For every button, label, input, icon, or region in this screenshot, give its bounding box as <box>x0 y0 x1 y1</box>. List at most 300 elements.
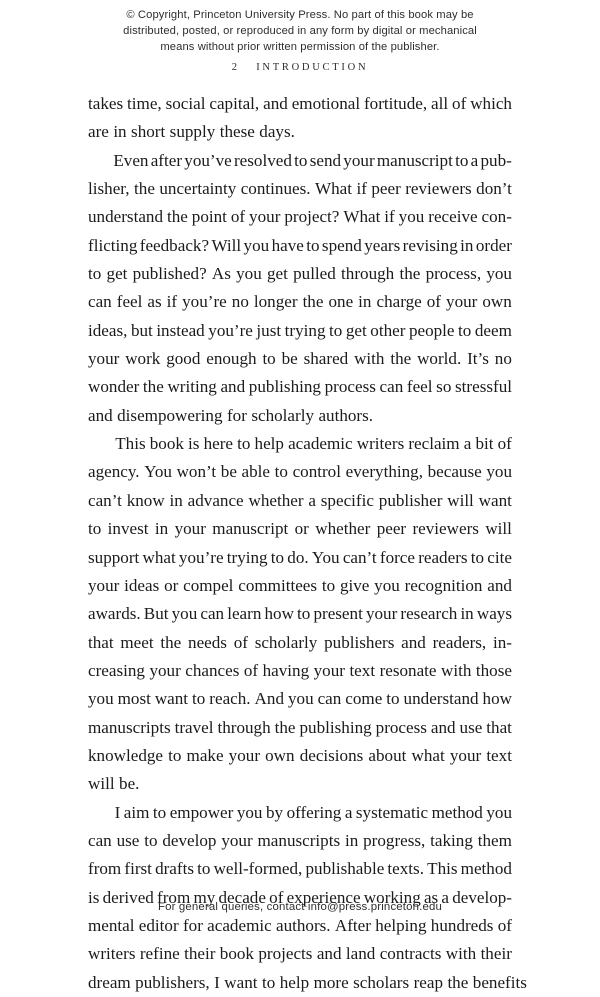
text-line <box>88 685 512 713</box>
word: As <box>211 264 231 284</box>
word: manuscript <box>376 150 453 170</box>
word: contracts <box>379 944 442 964</box>
word: needs <box>188 632 227 652</box>
text-line <box>88 203 512 231</box>
text-line <box>88 402 512 430</box>
word: manuscripts <box>257 830 341 850</box>
word: authors. <box>275 915 331 935</box>
word: takes <box>88 94 124 113</box>
word: be <box>281 349 298 369</box>
word: these <box>219 122 255 142</box>
word: having <box>262 660 310 680</box>
word: readers <box>418 547 468 567</box>
word: the <box>134 179 155 199</box>
word: able <box>241 462 271 482</box>
word: understand <box>88 207 164 227</box>
word: the <box>302 292 324 312</box>
word: supply <box>169 122 216 142</box>
word: readers, <box>432 632 487 652</box>
word: derived <box>102 887 154 907</box>
word: the <box>160 632 182 652</box>
word: And <box>254 689 284 709</box>
word: reclaim <box>408 434 460 454</box>
word: in <box>460 235 474 255</box>
word: scholars <box>353 972 410 992</box>
word: shared <box>303 349 349 369</box>
word: writing <box>167 377 217 397</box>
word: ideas, <box>88 320 128 340</box>
word: to <box>88 264 102 284</box>
word: of <box>233 632 248 652</box>
word: whether <box>248 490 304 510</box>
word: you’ve <box>184 150 232 170</box>
word: be. <box>119 774 140 794</box>
word: just <box>256 320 282 340</box>
text-line <box>88 827 512 855</box>
paragraph-indent <box>88 799 111 827</box>
word: agency. <box>88 462 140 482</box>
word: point <box>191 207 227 227</box>
word: control <box>292 462 341 482</box>
word: can <box>88 830 112 850</box>
word: learn <box>227 604 262 624</box>
word: with <box>445 944 477 964</box>
word: your <box>446 292 478 312</box>
word: you <box>171 604 198 624</box>
word: projects <box>258 944 313 964</box>
word: support <box>88 547 140 567</box>
word: knowledge <box>88 745 164 765</box>
word: as <box>147 292 162 312</box>
word: academic <box>288 434 353 454</box>
word: you’re <box>182 292 227 312</box>
body-text-block <box>88 90 527 997</box>
copyright-line-3: means without prior written permission of the publisher. <box>160 40 440 53</box>
word: feedback? <box>139 235 210 255</box>
word: scholarly <box>251 405 315 425</box>
word: good <box>166 349 201 369</box>
word: to <box>261 972 276 992</box>
text-line <box>88 544 512 572</box>
word: bit <box>475 434 494 454</box>
word: publishing <box>299 717 372 737</box>
word: their <box>184 944 216 964</box>
word: committees <box>238 575 318 595</box>
word: help <box>279 972 310 992</box>
word: in <box>169 490 183 510</box>
word: a <box>463 434 472 454</box>
word: people <box>408 320 455 340</box>
word: stressful <box>455 377 512 397</box>
word: travel <box>174 717 214 737</box>
word: resonate <box>379 660 437 680</box>
word: to <box>470 547 485 567</box>
word: is <box>188 434 200 454</box>
word: What <box>314 179 352 199</box>
word: awards. <box>88 604 141 624</box>
text-line <box>88 572 512 600</box>
word: publishing <box>248 377 321 397</box>
word: scholarly <box>254 632 318 652</box>
paragraph-indent <box>88 430 111 458</box>
word: do. <box>287 547 309 567</box>
word: systematic <box>355 802 429 822</box>
word: own <box>482 292 512 312</box>
word: can <box>200 604 225 624</box>
word: want <box>224 972 258 992</box>
word: taking <box>430 830 473 850</box>
word: everything, <box>345 462 423 482</box>
text-line <box>88 175 512 203</box>
word: in <box>344 830 359 850</box>
word: those <box>475 660 512 680</box>
word: reach. <box>209 689 251 709</box>
word: I <box>114 802 121 822</box>
word: offering <box>286 802 342 822</box>
word: a <box>470 150 479 170</box>
word: feel <box>116 292 143 312</box>
word: of <box>243 660 259 680</box>
word: your <box>343 150 375 170</box>
word: you’re <box>208 320 253 340</box>
word: and <box>88 405 113 425</box>
word: revising <box>402 235 458 255</box>
word: how <box>264 604 294 624</box>
word: Even <box>113 150 149 170</box>
word: your <box>228 745 261 765</box>
word: come <box>345 689 383 709</box>
word: to <box>237 434 251 454</box>
word: What <box>343 207 381 227</box>
word: But <box>143 604 169 624</box>
word: no <box>494 349 512 369</box>
paragraph <box>88 799 527 997</box>
word: experience <box>286 887 361 907</box>
word: This <box>115 434 146 454</box>
word: from <box>157 887 191 907</box>
word: progress, <box>363 830 426 850</box>
word: time, <box>127 94 162 113</box>
word: feel <box>406 377 433 397</box>
word: book <box>149 434 184 454</box>
word: you <box>236 264 262 284</box>
text-line <box>88 317 512 345</box>
word: the <box>274 717 296 737</box>
text-line <box>88 770 512 798</box>
text-line <box>88 458 512 486</box>
word: the <box>390 349 412 369</box>
word: all <box>431 94 449 113</box>
word: but <box>130 320 153 340</box>
text-line <box>88 118 512 146</box>
word: of <box>497 434 512 454</box>
word: fortitude, <box>363 94 428 113</box>
word: or <box>164 575 179 595</box>
word: own <box>265 745 295 765</box>
word: no <box>231 292 249 312</box>
word: send <box>309 150 342 170</box>
word: first <box>124 859 152 879</box>
word: through <box>341 264 395 284</box>
word: to <box>168 745 182 765</box>
word: uncertainty <box>159 179 237 199</box>
word: text <box>486 745 512 765</box>
word: in <box>358 292 372 312</box>
text-line <box>88 430 512 458</box>
word: be <box>220 462 237 482</box>
word: reviewers <box>412 519 479 539</box>
word: you <box>374 575 400 595</box>
word: to <box>88 519 102 539</box>
word: and <box>263 94 288 113</box>
text-line <box>88 260 512 288</box>
word: are <box>88 122 109 142</box>
word: for <box>182 915 203 935</box>
word: method <box>431 802 483 822</box>
word: you <box>243 235 270 255</box>
word: authors. <box>318 405 374 425</box>
word: through <box>217 717 271 737</box>
word: can <box>88 292 112 312</box>
word: other <box>370 320 406 340</box>
word: disempowering <box>117 405 223 425</box>
word: You <box>144 462 172 482</box>
word: publisher <box>378 490 443 510</box>
word: texts. <box>387 859 424 879</box>
word: reviewers <box>405 179 472 199</box>
text-line <box>88 969 527 997</box>
word: helping <box>375 915 427 935</box>
word: aim <box>123 802 150 822</box>
word: what <box>411 745 445 765</box>
word: by <box>265 802 284 822</box>
word: know <box>126 490 165 510</box>
word: make <box>186 745 224 765</box>
word: land <box>345 944 376 964</box>
word: you <box>287 689 314 709</box>
word: you <box>88 689 114 709</box>
word: After <box>334 915 371 935</box>
word: because <box>427 462 482 482</box>
text-line <box>88 515 512 543</box>
word: advance <box>187 490 244 510</box>
word: invest <box>107 519 149 539</box>
word: is <box>88 887 100 907</box>
word: will <box>88 774 115 794</box>
word: here <box>203 434 233 454</box>
word: process <box>324 377 376 397</box>
word: benefits <box>472 972 527 992</box>
word: flicting <box>88 235 138 255</box>
word: won’t <box>176 462 217 482</box>
word: process <box>375 717 427 737</box>
word: decade <box>218 887 266 907</box>
word: a <box>308 490 316 510</box>
copyright-line-2: distributed, posted, or reproduced in any form by digital or mechanical <box>123 24 477 37</box>
word: if <box>384 207 395 227</box>
word: meet <box>120 632 154 652</box>
word: decisions <box>299 745 364 765</box>
word: you’re <box>178 547 224 567</box>
word: your <box>449 745 482 765</box>
word: text <box>349 660 376 680</box>
word: peer <box>371 179 401 199</box>
word: your <box>249 207 281 227</box>
word: world. <box>417 349 462 369</box>
word: their <box>480 944 512 964</box>
word: about <box>368 745 407 765</box>
word: trying <box>284 320 326 340</box>
word: emotional <box>291 94 361 113</box>
text-line <box>88 147 512 175</box>
word: publishers <box>324 632 395 652</box>
word: if <box>166 292 178 312</box>
word: peer <box>376 519 407 539</box>
word: force <box>379 547 415 567</box>
text-line <box>88 799 512 827</box>
word: you <box>398 207 425 227</box>
word: trying <box>226 547 268 567</box>
text-line <box>88 912 512 940</box>
word: and <box>220 377 246 397</box>
word: spend <box>321 235 362 255</box>
word: cite <box>487 547 512 567</box>
word: can <box>317 689 342 709</box>
word: you <box>486 802 512 822</box>
word: to <box>329 320 343 340</box>
word: help <box>254 434 284 454</box>
word: enough <box>206 349 257 369</box>
word: creasing <box>88 660 145 680</box>
word: ways <box>476 604 512 624</box>
word: more <box>313 972 349 992</box>
word: You <box>311 547 340 567</box>
word: longer <box>253 292 298 312</box>
word: give <box>339 575 370 595</box>
text-line <box>88 742 512 770</box>
word: and <box>430 717 456 737</box>
word: writers <box>88 944 136 964</box>
word: get <box>106 264 128 284</box>
word: of <box>230 207 246 227</box>
word: instead <box>156 320 205 340</box>
word: if <box>356 179 367 199</box>
word: pub- <box>480 150 512 170</box>
word: work <box>125 349 161 369</box>
word: your <box>88 349 120 369</box>
word: of <box>269 887 284 907</box>
word: writers <box>356 434 405 454</box>
word: dream <box>88 972 131 992</box>
word: with <box>354 349 385 369</box>
word: in- <box>492 632 512 652</box>
word: and <box>487 575 512 595</box>
word: can’t <box>342 547 377 567</box>
word: a <box>344 802 353 822</box>
word: well-formed, <box>213 859 303 879</box>
word: with <box>441 660 472 680</box>
word: the <box>447 972 469 992</box>
word: don’t <box>476 179 512 199</box>
word: of <box>452 94 467 113</box>
word: will <box>485 519 512 539</box>
copyright-line-1: © Copyright, Princeton University Press. No part of this book may be <box>126 9 474 21</box>
word: drafts <box>155 859 194 879</box>
word: the <box>166 207 188 227</box>
word: years <box>364 235 401 255</box>
word: have <box>271 235 304 255</box>
word: understand <box>403 689 479 709</box>
word: to <box>192 689 206 709</box>
word: that <box>486 717 512 737</box>
word: to <box>262 349 276 369</box>
paragraph <box>88 147 512 430</box>
text-line <box>88 90 512 118</box>
word: lisher, <box>88 179 130 199</box>
word: manuscript <box>212 519 289 539</box>
word: so <box>436 377 452 397</box>
page-number: 2 <box>231 62 239 73</box>
word: Will <box>211 235 242 255</box>
word: get <box>345 320 367 340</box>
word: in <box>154 519 169 539</box>
word: from <box>88 859 122 879</box>
word: most <box>117 689 151 709</box>
word: to <box>297 604 311 624</box>
word: can <box>379 377 404 397</box>
word: editor <box>138 915 179 935</box>
word: con- <box>481 207 512 227</box>
word: chances <box>185 660 240 680</box>
word: to <box>458 320 472 340</box>
word: published? <box>132 264 207 284</box>
word: in <box>113 122 127 142</box>
word: your <box>88 575 120 595</box>
word: to <box>386 689 400 709</box>
word: short <box>131 122 166 142</box>
word: mental <box>88 915 135 935</box>
word: will <box>447 490 474 510</box>
word: to <box>197 859 211 879</box>
word: use <box>459 717 483 737</box>
word: specific <box>320 490 374 510</box>
word: your <box>365 604 398 624</box>
word: use <box>116 830 140 850</box>
word: capital, <box>209 94 260 113</box>
word: after <box>150 150 183 170</box>
word: in <box>460 604 474 624</box>
word: to <box>294 150 308 170</box>
word: of <box>497 915 512 935</box>
paragraph-indent <box>88 147 111 175</box>
word: receive <box>428 207 478 227</box>
text-line <box>88 940 512 968</box>
text-line <box>88 600 512 628</box>
word: continues. <box>240 179 311 199</box>
word: academic <box>207 915 272 935</box>
word: to <box>455 150 469 170</box>
text-line <box>88 855 512 883</box>
word: develop- <box>452 887 512 907</box>
word: publishers, <box>135 972 210 992</box>
word: manuscripts <box>88 717 171 737</box>
word: empower <box>169 802 234 822</box>
word: and <box>401 632 426 652</box>
word: your <box>313 660 345 680</box>
word: can’t <box>88 490 122 510</box>
word: your <box>149 660 181 680</box>
paragraph <box>88 430 512 798</box>
